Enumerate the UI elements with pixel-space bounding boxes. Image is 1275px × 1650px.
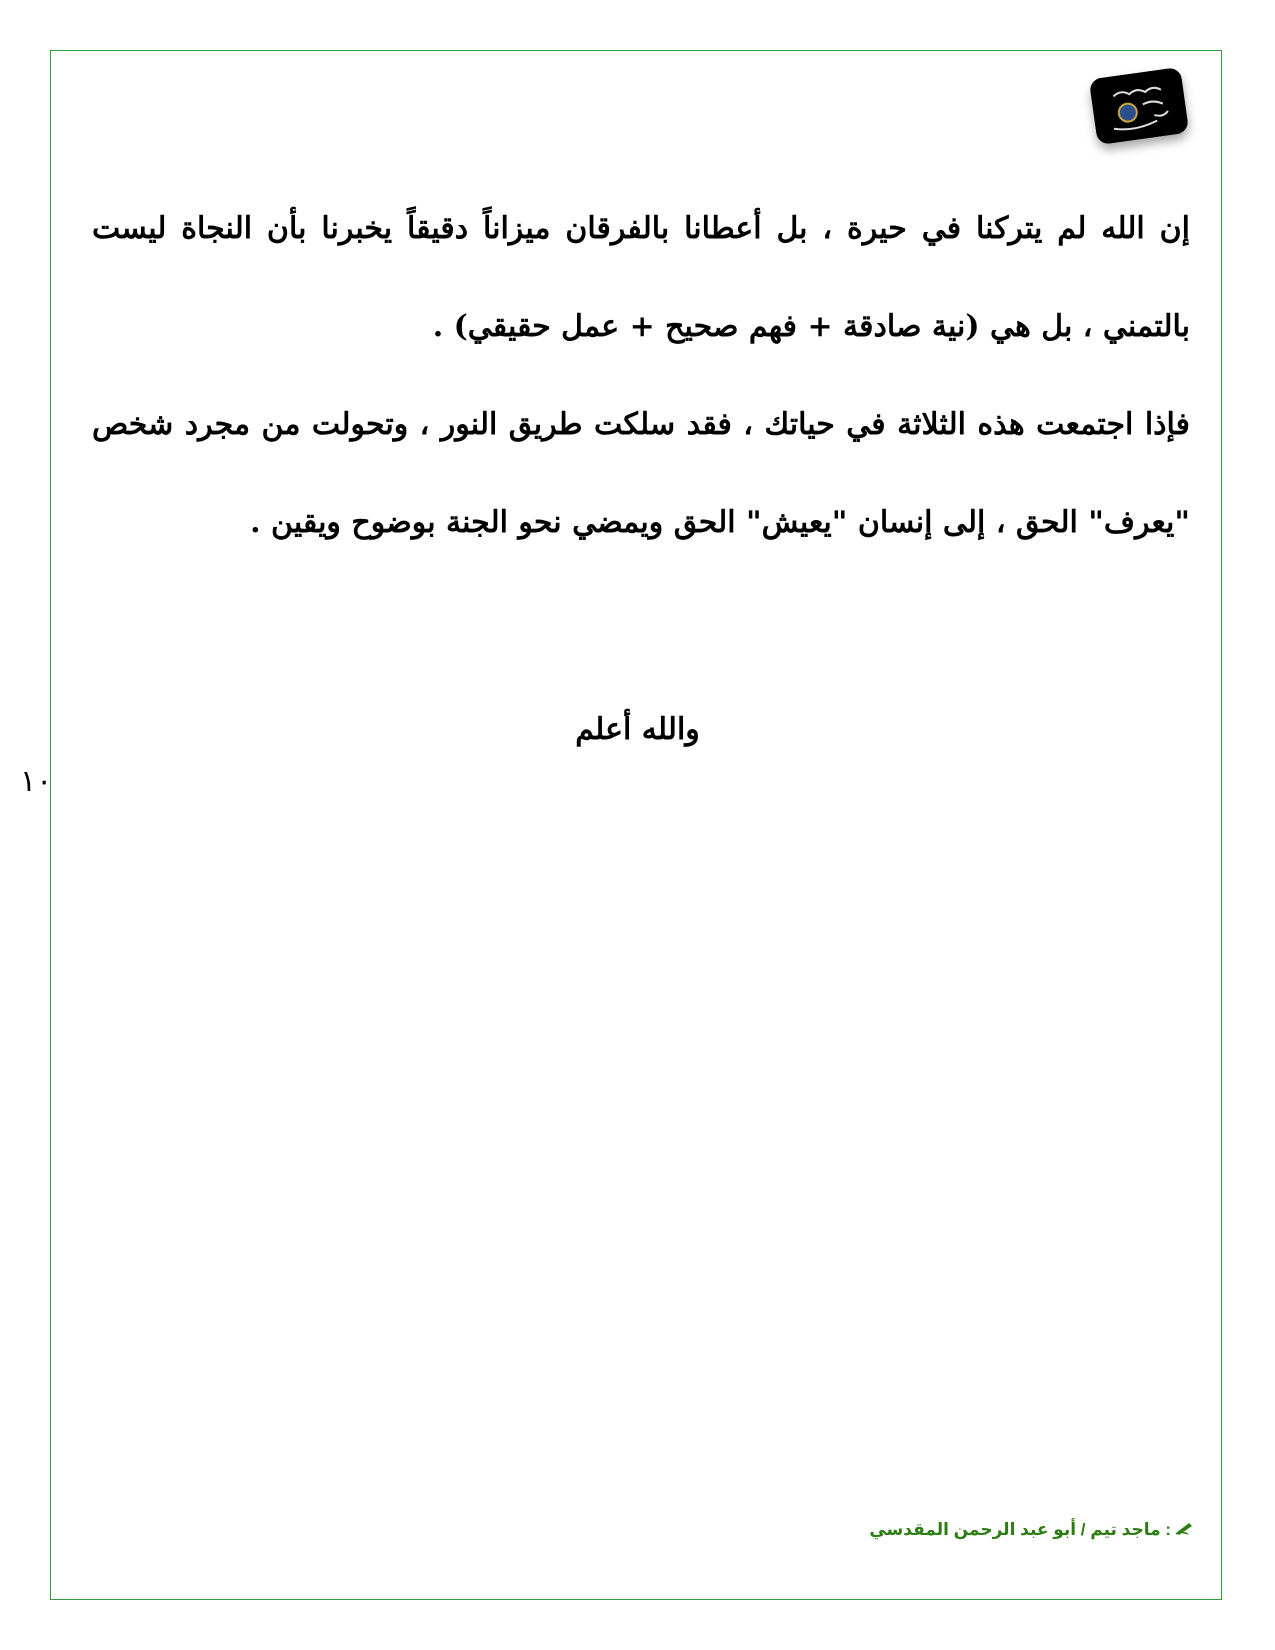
logo-icon xyxy=(1089,67,1189,145)
paragraph: إن الله لم يتركنا في حيرة ، بل أعطانا بالفرقان ميزاناً دقيقاً يخبرنا بأن النجاة ليست بالتمني ، بل هي (نية صادقة + فهم صحيح + عمل حقيقي) . xyxy=(92,211,1190,344)
pen-writing-icon xyxy=(1175,1520,1195,1540)
author-credit: : ماجد تيم / أبو عبد الرحمن المقدسي xyxy=(869,1520,1171,1539)
footer-author xyxy=(800,1520,1195,1540)
paragraph: فإذا اجتمعت هذه الثلاثة في حياتك ، فقد سلكت طريق النور ، وتحولت من مجرد شخص "يعرف" الحق ، إلى إنسان "يعيش" الحق ويمضي نحو الجنة بوضوح ويقين . xyxy=(92,407,1190,540)
document-body xyxy=(92,180,1190,572)
page-number: ١٠ xyxy=(20,764,53,799)
closing-phrase: والله أعلم xyxy=(575,712,700,747)
